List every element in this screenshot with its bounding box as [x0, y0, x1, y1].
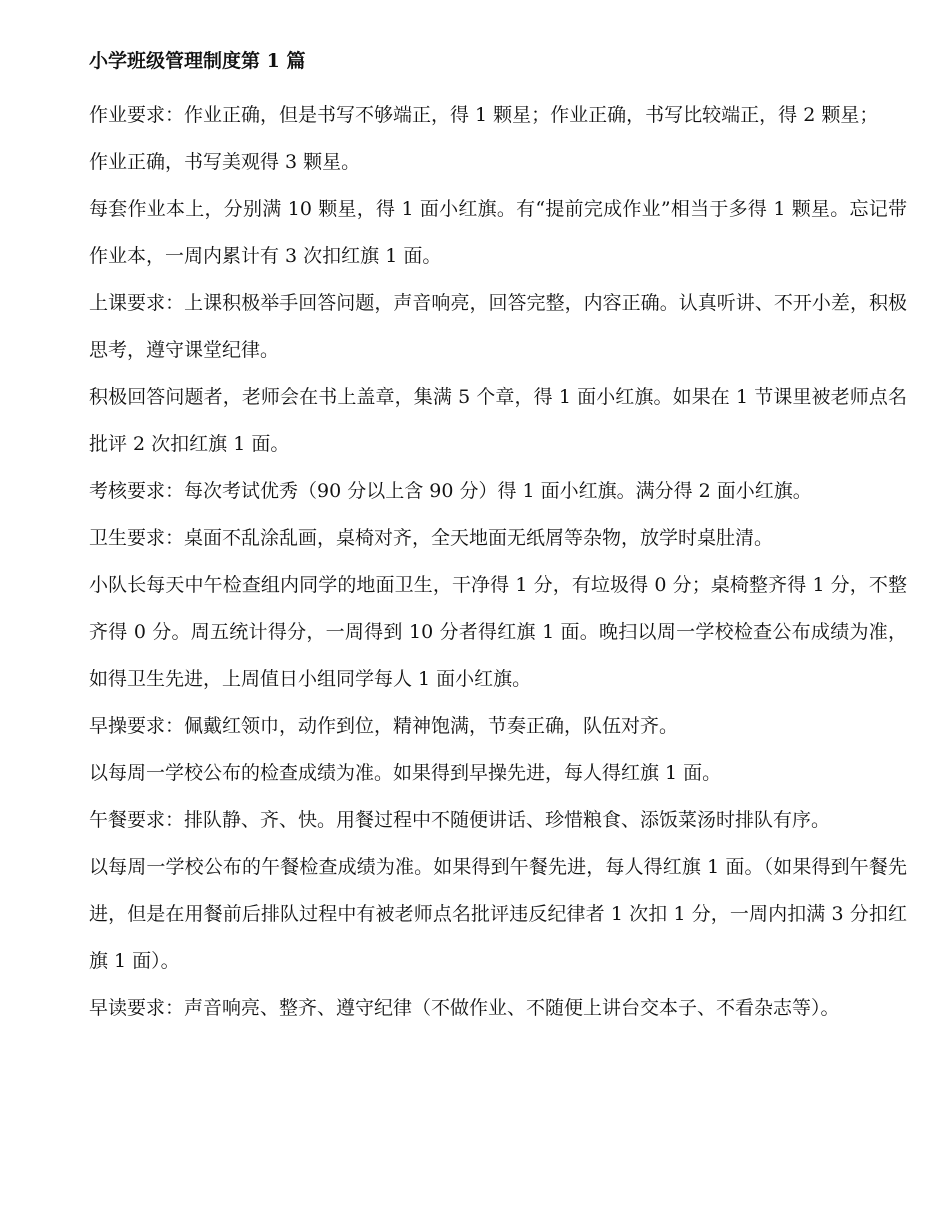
- paragraph-exam-requirements: 考核要求：每次考试优秀（90 分以上含 90 分）得 1 面小红旗。满分得 2 面小红旗。: [89, 480, 812, 502]
- document-page: [89, 46, 907, 1032]
- paragraph-lunch-requirements: 午餐要求：排队静、齐、快。用餐过程中不随便讲话、珍惜粮食、添饭菜汤时排队有序。: [89, 809, 831, 831]
- paragraph-class-stamps: 积极回答问题者，老师会在书上盖章，集满 5 个章，得 1 面小红旗。如果在 1 节课里被老师点名批评 2 次扣红旗 1 面。: [89, 386, 907, 455]
- paragraph-exercise-scoring: 以每周一学校公布的检查成绩为准。如果得到早操先进，每人得红旗 1 面。: [89, 762, 722, 784]
- paragraph-homework-stars: 作业正确，书写美观得 3 颗星。: [89, 151, 361, 173]
- paragraph-class-requirements: 上课要求：上课积极举手回答问题，声音响亮，回答完整，内容正确。认真听讲、不开小差，积极思考，遵守课堂纪律。: [89, 292, 907, 361]
- paragraph-lunch-scoring: 以每周一学校公布的午餐检查成绩为准。如果得到午餐先进，每人得红旗 1 面。（如果得到午餐先进，但是在用餐前后排队过程中有被老师点名批评违反纪律者 1 次扣 1 分，一周内扣满 3 分扣红旗 1 面）。: [89, 856, 907, 972]
- paragraph-hygiene-scoring: 小队长每天中午检查组内同学的地面卫生，干净得 1 分，有垃圾得 0 分；桌椅整齐得 1 分，不整齐得 0 分。周五统计得分，一周得到 10 分者得红旗 1 面。晚扫以周一学校检查公布成绩为准，如得卫生先进，上周值日小组同学每人 1 面小红旗。: [89, 574, 907, 690]
- paragraph-homework-requirements: 作业要求：作业正确，但是书写不够端正，得 1 颗星；作业正确，书写比较端正，得 2 颗星；: [89, 104, 879, 126]
- paragraph-exercise-requirements: 早操要求：佩戴红领巾，动作到位，精神饱满，节奏正确，队伍对齐。: [89, 715, 679, 737]
- document-title: 小学班级管理制度第 1 篇: [89, 50, 306, 72]
- paragraph-hygiene-requirements: 卫生要求：桌面不乱涂乱画，桌椅对齐，全天地面无纸屑等杂物，放学时桌肚清。: [89, 527, 774, 549]
- paragraph-reading-requirements: 早读要求：声音响亮、整齐、遵守纪律（不做作业、不随便上讲台交本子、不看杂志等）。: [89, 997, 840, 1019]
- paragraph-homework-red-flag: 每套作业本上，分别满 10 颗星，得 1 面小红旗。有“提前完成作业”相当于多得 1 颗星。忘记带作业本，一周内累计有 3 次扣红旗 1 面。: [89, 198, 907, 267]
